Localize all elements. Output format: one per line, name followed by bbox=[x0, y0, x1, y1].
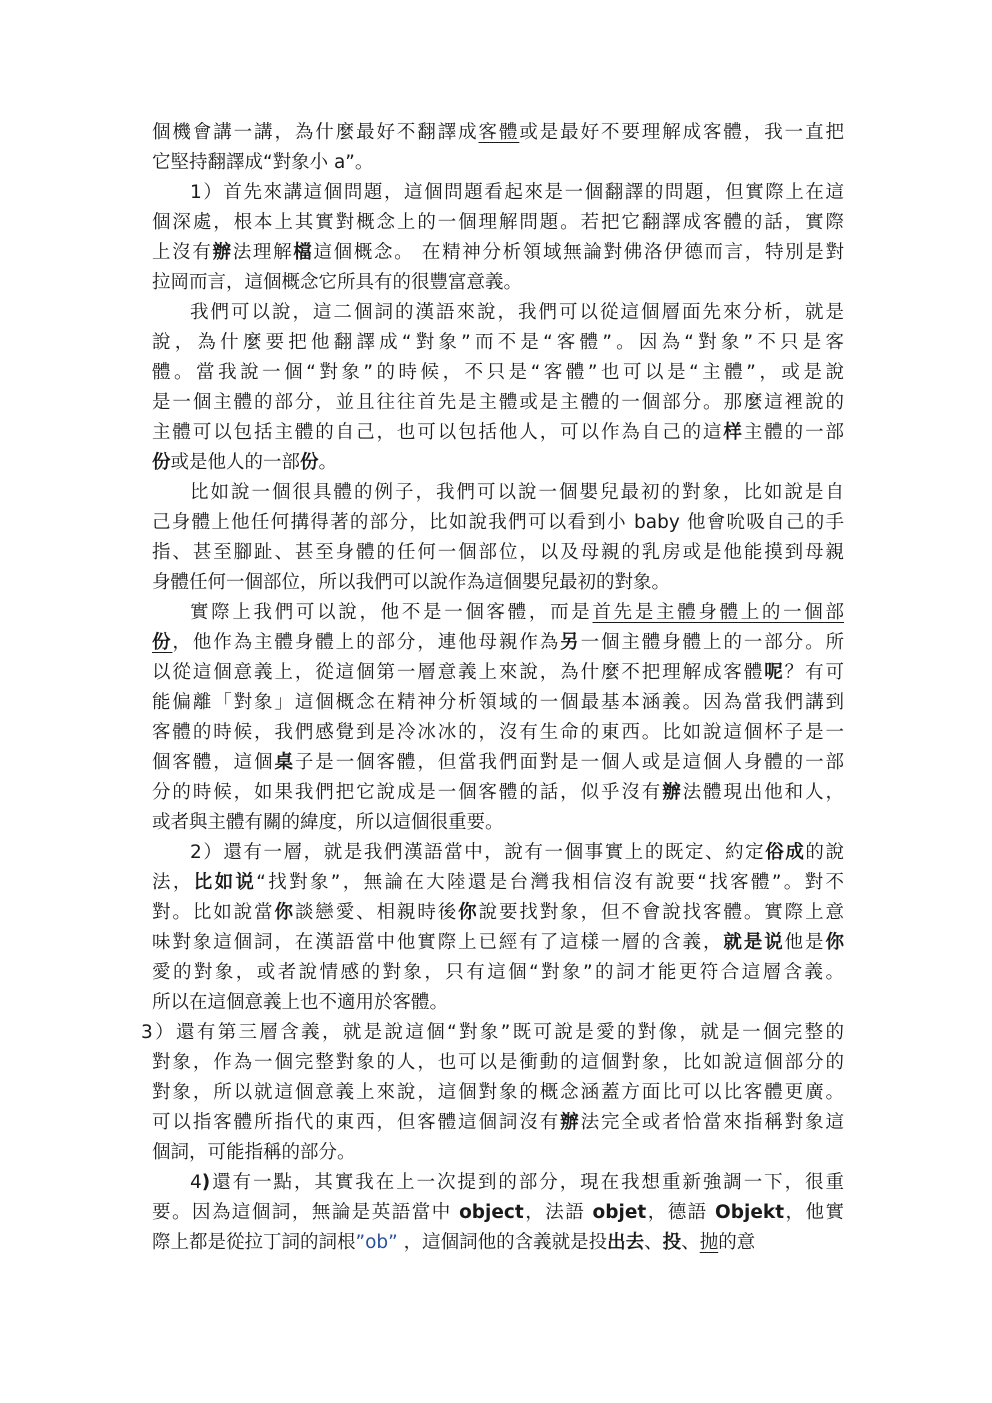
text-segment: 比如說一個很具體的例子，我們可以說一個嬰兒最初的對象，比如說是自 bbox=[190, 482, 844, 503]
text-segment: 我們可以說，這二個詞的漢語來說，我們可以從這個層面先來分析，就是 bbox=[190, 302, 844, 323]
text-segment: 的說 bbox=[805, 842, 844, 863]
text-segment: 或是他人的一部 bbox=[170, 452, 301, 473]
text-segment: 際上都是從拉丁詞的詞根 bbox=[152, 1232, 356, 1253]
text-segment: 份 bbox=[300, 452, 319, 473]
text-line bbox=[152, 628, 844, 658]
document-body bbox=[141, 118, 844, 1258]
text-line bbox=[152, 868, 844, 898]
text-segment: 抛 bbox=[699, 1232, 719, 1253]
text-line bbox=[152, 1228, 844, 1258]
text-line bbox=[152, 1168, 844, 1198]
text-line bbox=[152, 658, 844, 688]
text-segment: 呢 bbox=[764, 662, 785, 683]
text-segment: 法理解 bbox=[232, 242, 294, 263]
text-segment: 說要找對象，但不會說找客體。實際上意 bbox=[478, 902, 844, 923]
text-line bbox=[152, 988, 844, 1018]
text-line bbox=[152, 328, 844, 358]
text-line bbox=[152, 388, 844, 418]
text-segment: 說，為什麼要把他翻譯成“對象”而不是“客體”。因為“對象”不只是客 bbox=[152, 332, 844, 353]
text-line bbox=[152, 118, 844, 148]
text-segment: 一個主體身體上的一部分。所 bbox=[580, 632, 844, 653]
text-segment: 你 bbox=[274, 902, 295, 923]
text-line bbox=[152, 1048, 844, 1078]
text-segment: ，他作為主體身體上的部分，連他母親作為 bbox=[172, 632, 561, 653]
text-segment: 指、甚至腳趾、甚至身體的任何一個部位，以及母親的乳房或是他能摸到母親 bbox=[152, 542, 844, 563]
text-segment: 對象，所以就這個意義上來說，這個對象的概念涵蓋方面比可以比客體更廣。 bbox=[152, 1082, 844, 1103]
text-segment: ，德語 bbox=[646, 1202, 716, 1223]
text-segment: 比如说 bbox=[193, 872, 257, 893]
text-segment: 样 bbox=[723, 422, 744, 443]
text-line bbox=[152, 358, 844, 388]
text-segment: 的意 bbox=[718, 1232, 756, 1253]
text-segment: 身體任何一個部位，所以我們可以說作為這個嬰兒最初的對象。 bbox=[152, 572, 671, 593]
text-segment: 或是最好不要理解成客體，我一直把 bbox=[519, 122, 844, 143]
text-segment: 你 bbox=[458, 902, 479, 923]
text-segment: 法， bbox=[152, 872, 194, 893]
text-segment: 談戀愛、相親時後 bbox=[294, 902, 459, 923]
text-segment: 上沒有 bbox=[152, 242, 213, 263]
text-segment: 子是一個客體，但當我們面對是一個人或是這個人身體的一部 bbox=[294, 752, 844, 773]
text-segment: 、 bbox=[681, 1232, 700, 1253]
text-segment: 辦 bbox=[662, 782, 683, 803]
text-segment: 出去 bbox=[607, 1232, 645, 1253]
text-segment: 辦 bbox=[212, 242, 233, 263]
text-segment: 4 bbox=[190, 1172, 202, 1193]
text-segment: 個客體，這個 bbox=[152, 752, 275, 773]
text-segment: object bbox=[459, 1202, 524, 1223]
text-segment: 所以在這個意義上也不適用於客體。 bbox=[152, 992, 449, 1013]
text-segment: “找對象”，無論在大陸還是台灣我相信沒有說要“找客體”。對不 bbox=[256, 872, 844, 893]
text-segment: 體。當我說一個“對象”的時候，不只是“客體”也可以是“主體”，或是說 bbox=[152, 362, 844, 383]
text-segment: 他是 bbox=[784, 932, 826, 953]
text-segment: 1）首先來講這個問題，這個問題看起來是一個翻譯的問題，但實際上在這 bbox=[190, 182, 844, 203]
text-segment: 以從這個意義上，從這個第一層意義上來說，為什麼不把理解成客體 bbox=[152, 662, 765, 683]
text-line bbox=[152, 508, 844, 538]
text-segment: 辦 bbox=[560, 1112, 581, 1133]
text-segment: 另 bbox=[560, 632, 581, 653]
text-segment: 對象，作為一個完整對象的人，也可以是衝動的這個對象，比如說這個部分的 bbox=[152, 1052, 844, 1073]
text-line bbox=[152, 148, 844, 178]
text-line bbox=[152, 958, 844, 988]
text-segment: 3）還有第三層含義，就是說這個“對象”既可說是愛的對像，就是一個完整的 bbox=[141, 1022, 844, 1043]
text-segment: 法完全或者恰當來指稱對象這 bbox=[580, 1112, 844, 1133]
text-segment: objet bbox=[592, 1202, 647, 1223]
text-segment: 份 bbox=[152, 452, 171, 473]
text-line bbox=[152, 1078, 844, 1108]
text-segment: 拉岡而言，這個概念它所具有的很豐富意義。 bbox=[152, 272, 523, 293]
text-segment: 可以指客體所指代的東西，但客體這個詞沒有 bbox=[152, 1112, 561, 1133]
text-line bbox=[141, 1018, 844, 1048]
text-segment: ，法語 bbox=[523, 1202, 593, 1223]
text-segment: 能偏離「對象」這個概念在精神分析領域的一個最基本涵義。因為當我們講到 bbox=[152, 692, 844, 713]
text-segment: 客體 bbox=[478, 122, 520, 143]
text-line bbox=[152, 418, 844, 448]
text-segment: 還有一點，其實我在上一次提到的部分，現在我想重新強調一下，很重 bbox=[210, 1172, 844, 1193]
text-segment: 或者與主體有關的緯度，所以這個很重要。 bbox=[152, 812, 504, 833]
text-segment: 味對象這個詞，在漢語當中他實際上已經有了這樣一層的含義， bbox=[152, 932, 724, 953]
text-line bbox=[152, 748, 844, 778]
text-segment: ”ob” bbox=[355, 1232, 398, 1253]
text-line bbox=[152, 898, 844, 928]
text-segment: 首先是主體身體上的一個部 bbox=[592, 602, 844, 623]
text-segment: 它堅持翻譯成“對象小 a”。 bbox=[152, 152, 374, 173]
text-segment: 份 bbox=[152, 632, 173, 653]
text-segment: ) bbox=[201, 1172, 211, 1193]
text-segment: 桌 bbox=[274, 752, 295, 773]
text-line bbox=[152, 928, 844, 958]
text-segment: 檔 bbox=[293, 242, 314, 263]
text-line bbox=[152, 238, 844, 268]
text-segment: 你 bbox=[825, 932, 844, 953]
text-segment: 就是说 bbox=[723, 932, 785, 953]
text-line bbox=[152, 598, 844, 628]
text-line bbox=[152, 688, 844, 718]
text-line bbox=[152, 838, 844, 868]
text-line bbox=[152, 448, 844, 478]
text-segment: 愛的對象，或者說情感的對象，只有這個“對象”的詞才能更符合這層含義。 bbox=[152, 962, 844, 983]
text-line bbox=[152, 1108, 844, 1138]
text-segment: ？有可 bbox=[784, 662, 844, 683]
text-line bbox=[152, 268, 844, 298]
text-segment: 這個概念。 在精神分析領域無論對佛洛伊德而言，特別是對 bbox=[313, 242, 844, 263]
text-segment: 俗成 bbox=[765, 842, 806, 863]
text-segment: 法體現出他和人， bbox=[682, 782, 844, 803]
text-segment: 、 bbox=[644, 1232, 663, 1253]
text-line bbox=[152, 208, 844, 238]
text-segment: 要。因為這個詞，無論是英語當中 bbox=[152, 1202, 460, 1223]
text-segment: 個機會講一講，為什麼最好不翻譯成 bbox=[152, 122, 479, 143]
text-line bbox=[152, 808, 844, 838]
text-line bbox=[152, 178, 844, 208]
text-line bbox=[152, 1138, 844, 1168]
text-segment: 客體的時候，我們感覺到是冷冰冰的，沒有生命的東西。比如說這個杯子是一 bbox=[152, 722, 844, 743]
text-segment: 個詞，可能指稱的部分。 bbox=[152, 1142, 356, 1163]
text-line bbox=[152, 778, 844, 808]
text-segment: 2）還有一層，就是我們漢語當中，說有一個事實上的既定、約定 bbox=[190, 842, 766, 863]
text-line bbox=[152, 298, 844, 328]
text-segment: ，他實 bbox=[784, 1202, 844, 1223]
text-segment: 對。比如說當 bbox=[152, 902, 275, 923]
text-line bbox=[152, 538, 844, 568]
text-segment: 己身體上他任何搆得著的部分，比如說我們可以看到小 baby 他會吮吸自己的手 bbox=[152, 512, 844, 533]
text-segment: 投 bbox=[662, 1232, 682, 1253]
text-segment: 個深處，根本上其實對概念上的一個理解問題。若把它翻譯成客體的話，實際 bbox=[152, 212, 844, 233]
text-segment: 是一個主體的部分，並且往往首先是主體或是主體的一個部分。那麼這裡說的 bbox=[152, 392, 844, 413]
text-segment: Objekt bbox=[715, 1202, 785, 1223]
text-segment: 主體的一部 bbox=[743, 422, 844, 443]
text-segment: 主體可以包括主體的自己，也可以包括他人，可以作為自己的這 bbox=[152, 422, 724, 443]
text-segment: 。 bbox=[318, 452, 338, 473]
text-segment: 分的時候，如果我們把它說成是一個客體的話，似乎沒有 bbox=[152, 782, 663, 803]
text-line bbox=[152, 1198, 844, 1228]
text-segment: 實際上我們可以說，他不是一個客體，而是 bbox=[190, 602, 593, 623]
text-line bbox=[152, 478, 844, 508]
text-line bbox=[152, 568, 844, 598]
text-segment: ，這個詞他的含義就是投 bbox=[397, 1232, 608, 1253]
text-line bbox=[152, 718, 844, 748]
